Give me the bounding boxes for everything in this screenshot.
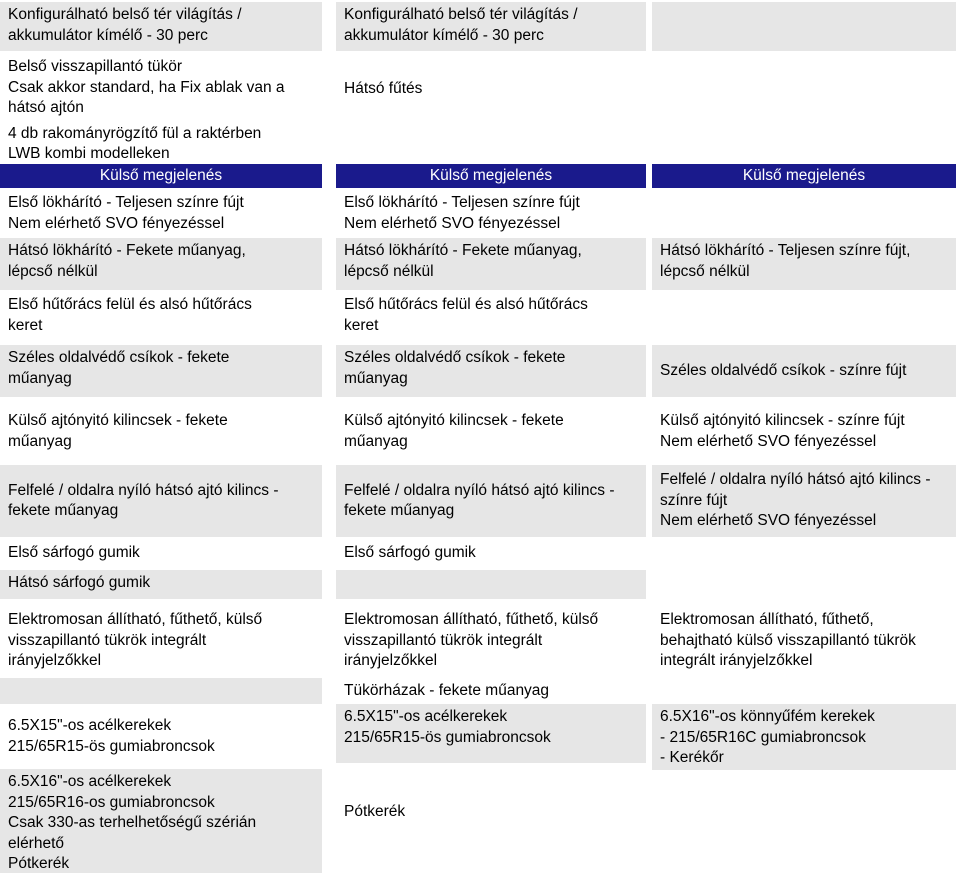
c1-interior-light: [0, 2, 322, 51]
text-line: 6.5X15"-os acélkerekek: [8, 717, 172, 734]
c3-mirrors: [652, 607, 956, 675]
text-line: irányjelzőkkel: [8, 652, 102, 669]
text-line: integrált irányjelzőkkel: [660, 652, 813, 669]
c2-front-bumper: [336, 190, 646, 236]
text-line: 6.5X15"-os acélkerekek: [344, 708, 508, 725]
text-line: Első lökhárító - Teljesen színre fújt: [8, 194, 244, 211]
c1-interior-mirror: [0, 54, 322, 164]
text-line: 215/65R15-ös gumiabroncsok: [344, 728, 551, 746]
text-line: Pótkerék: [344, 802, 406, 820]
c2-door-handles: [336, 408, 646, 462]
text-line: Széles oldalvédő csíkok - színre fújt: [660, 361, 907, 379]
c2-rear-bumper: [336, 238, 646, 290]
c1-blank: [0, 678, 322, 704]
text-line: Széles oldalvédő csíkok - fekete: [8, 349, 230, 366]
c2-mirrors: [336, 607, 646, 675]
text-line: Hátsó lökhárító - Fekete műanyag,: [344, 242, 582, 259]
text-line: Csak 330-as terhelhetőségű szérián: [8, 814, 257, 831]
text-line: Csak akkor standard, ha Fix ablak van a: [8, 78, 285, 96]
text-line: Hátsó lökhárító - Fekete műanyag,: [8, 242, 246, 259]
text-line: műanyag: [8, 369, 72, 387]
text-line: lépcső nélkül: [8, 262, 98, 280]
text-line: fekete műanyag: [344, 502, 455, 519]
text-line: hátsó ajtón: [8, 99, 84, 116]
c1-front-bumper: [0, 190, 322, 236]
text-line: 6.5X16"-os acélkerekek: [8, 773, 172, 790]
section-header-col2: Külső megjelenés: [336, 164, 646, 188]
text-line: Felfelé / oldalra nyíló hátsó ajtó kilincs -: [8, 481, 279, 499]
c3-blank: [652, 2, 956, 51]
c3-wheels-16: [652, 704, 956, 770]
c1-wheels-15: [0, 713, 322, 763]
text-line: Belső visszapillantó tükör: [8, 58, 183, 75]
text-line: műanyag: [344, 369, 408, 387]
text-line: Nem elérhető SVO fényezéssel: [660, 432, 877, 450]
c1-grille: [0, 292, 322, 342]
c3-rear-bumper: [652, 238, 956, 290]
text-line: keret: [344, 316, 379, 334]
c1-wheels-16: [0, 769, 322, 873]
c3-rear-door-handle: [652, 465, 956, 537]
text-line: 215/65R16-os gumiabroncsok: [8, 793, 215, 811]
text-line: fekete műanyag: [8, 502, 119, 519]
text-line: Külső ajtónyitó kilincsek - színre fújt: [660, 412, 905, 429]
text-line: Elektromosan állítható, fűthető,: [660, 611, 874, 628]
section-header-col1: Külső megjelenés: [0, 164, 322, 188]
text-line: akkumulátor kímélő - 30 perc: [8, 26, 208, 44]
text-line: Első hűtőrács felül és alsó hűtőrács: [8, 296, 252, 313]
c3-door-handles: [652, 408, 956, 462]
text-line: Külső ajtónyitó kilincsek - fekete: [8, 412, 228, 429]
text-line: műanyag: [8, 432, 72, 450]
text-line: Tükörházak - fekete műanyag: [344, 682, 550, 699]
text-line: Első sárfogó gumik: [344, 544, 476, 561]
text-line: Első sárfogó gumik: [8, 544, 140, 561]
text-line: Nem elérhető SVO fényezéssel: [344, 214, 561, 232]
text-line: Első hűtőrács felül és alsó hűtőrács: [344, 296, 588, 313]
text-line: visszapillantó tükrök integrált: [8, 631, 207, 649]
text-line: keret: [8, 316, 43, 334]
c2-spare: [336, 769, 646, 855]
c1-rear-door-handle: [0, 465, 322, 537]
text-line: Elektromosan állítható, fűthető, külső: [344, 611, 599, 628]
text-line: LWB kombi modelleken: [8, 145, 170, 162]
c2-mirror-housing: [336, 678, 646, 704]
text-line: 215/65R15-ös gumiabroncsok: [8, 737, 215, 755]
text-line: akkumulátor kímélő - 30 perc: [344, 26, 544, 44]
text-line: lépcső nélkül: [660, 262, 750, 280]
c3-side-strips: [652, 345, 956, 397]
text-line: Felfelé / oldalra nyíló hátsó ajtó kilincs -: [660, 471, 931, 489]
c2-interior-light: [336, 2, 646, 51]
text-line: - Kerékőr: [660, 749, 724, 766]
c1-rear-bumper: [0, 238, 322, 290]
text-line: behajtható külső visszapillantó tükrök: [660, 631, 916, 649]
c2-wheels-15: [336, 704, 646, 763]
text-line: színre fújt: [660, 491, 728, 509]
text-line: Nem elérhető SVO fényezéssel: [660, 512, 877, 530]
text-line: Hátsó lökhárító - Teljesen színre fújt,: [660, 242, 911, 259]
text-line: műanyag: [344, 432, 408, 450]
text-line: Nem elérhető SVO fényezéssel: [8, 214, 225, 232]
text-line: Széles oldalvédő csíkok - fekete: [344, 349, 566, 366]
text-line: Hátsó fűtés: [344, 80, 423, 97]
c1-side-strips: [0, 345, 322, 397]
c1-rear-mudflaps: [0, 570, 322, 599]
text-line: Konfigurálható belső tér világítás /: [8, 6, 242, 23]
text-line: irányjelzőkkel: [344, 652, 438, 669]
text-line: Első lökhárító - Teljesen színre fújt: [344, 194, 580, 211]
c2-rear-heating: [336, 76, 646, 104]
section-header-col3: Külső megjelenés: [652, 164, 956, 188]
text-line: Felfelé / oldalra nyíló hátsó ajtó kilincs -: [344, 481, 615, 499]
c2-blank: [336, 570, 646, 599]
text-line: 6.5X16"-os könnyűfém kerekek: [660, 708, 875, 725]
c1-door-handles: [0, 408, 322, 462]
text-line: 4 db rakományrögzítő fül a raktérben: [8, 124, 262, 142]
c2-side-strips: [336, 345, 646, 397]
text-line: Külső ajtónyitó kilincsek - fekete: [344, 412, 564, 429]
text-line: Hátsó sárfogó gumik: [8, 574, 151, 591]
c1-front-mudflaps: [0, 540, 322, 567]
c2-rear-door-handle: [336, 465, 646, 537]
c2-front-mudflaps: [336, 540, 646, 567]
text-line: Pótkerék: [8, 855, 70, 872]
text-line: Konfigurálható belső tér világítás /: [344, 6, 578, 23]
c2-grille: [336, 292, 646, 342]
text-line: - 215/65R16C gumiabroncsok: [660, 728, 866, 746]
text-line: elérhető: [8, 834, 65, 852]
text-line: Elektromosan állítható, fűthető, külső: [8, 611, 263, 628]
text-line: lépcső nélkül: [344, 262, 434, 280]
c1-mirrors: [0, 607, 322, 675]
text-line: visszapillantó tükrök integrált: [344, 631, 543, 649]
